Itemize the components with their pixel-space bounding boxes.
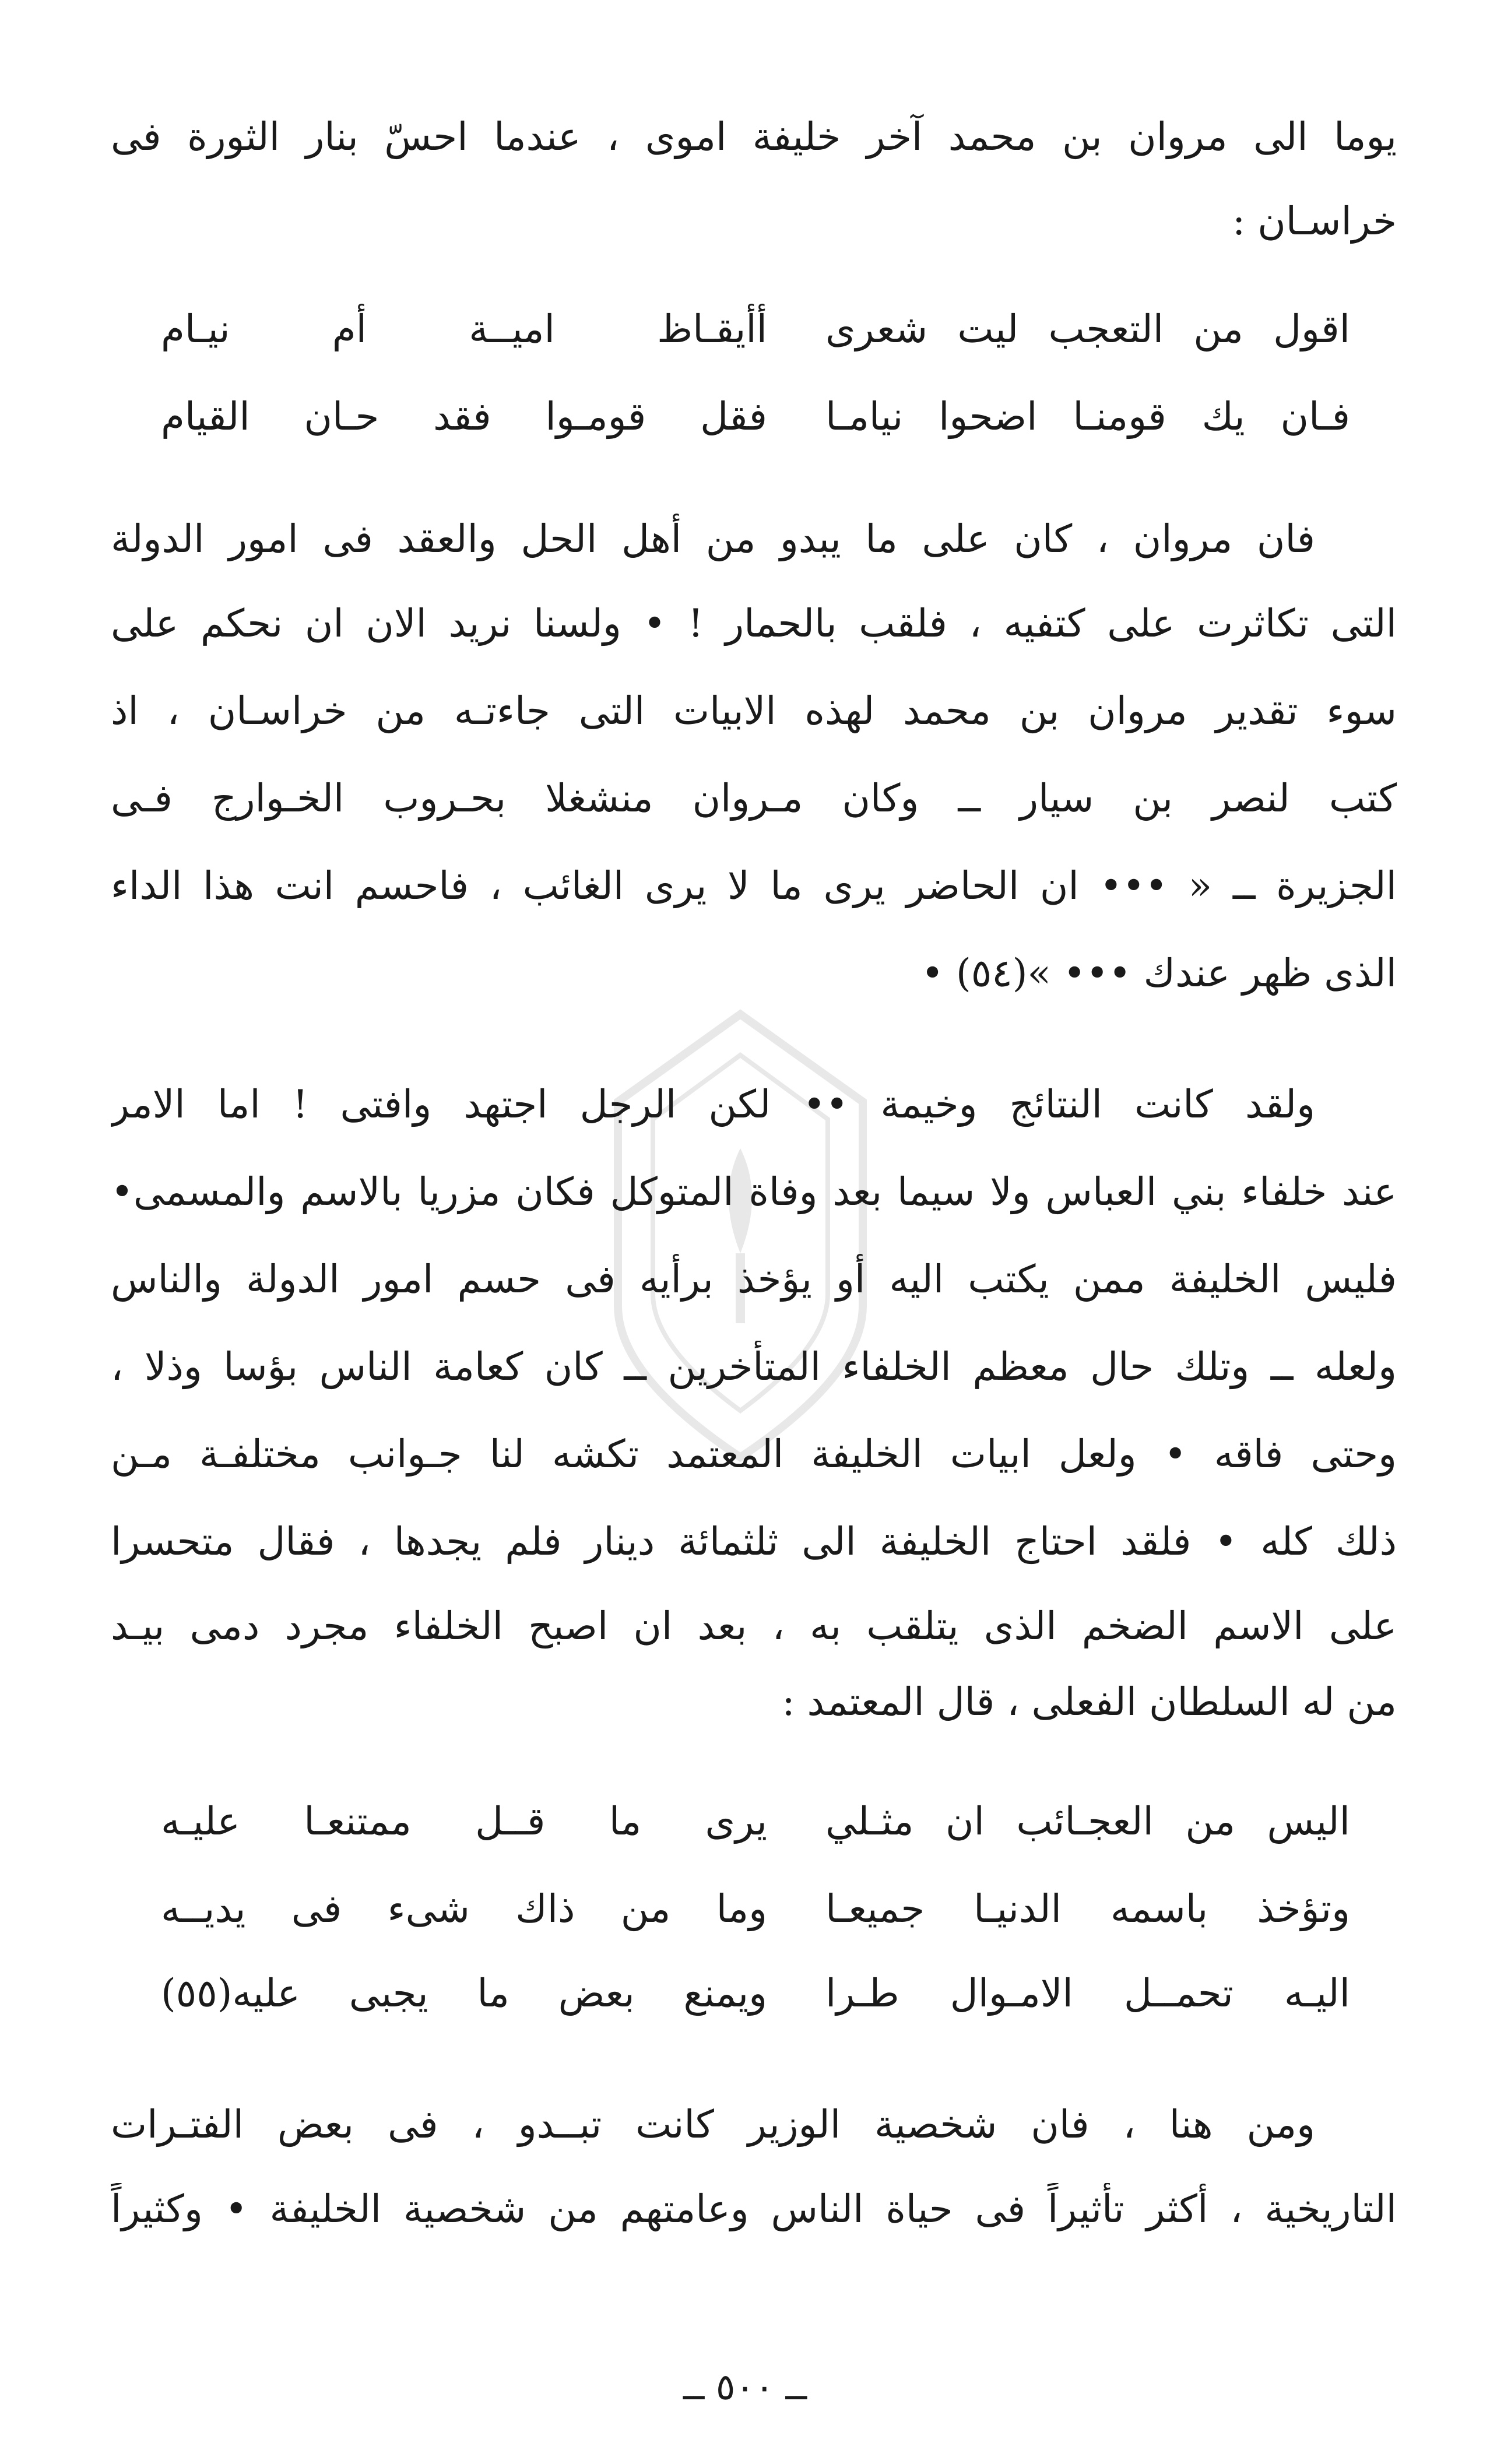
verse-second-hemistich: فقل قومـوا فقد حـان القيام xyxy=(161,394,767,439)
page-number: ــ ٥٠٠ ــ xyxy=(683,2365,807,2408)
paragraph-line: خراسـان : xyxy=(1232,199,1397,244)
paragraph-line: ذلك كله • فلقد احتاج الخليفة الى ثلثمائة دينار فلم يجدها ، فقال متحسرا xyxy=(111,1519,1397,1564)
paragraph-line: التى تكاثرت على كتفيه ، فلقب بالحمار ! • ولسنا نريد الان ان نحكم على xyxy=(111,601,1397,646)
paragraph-line: على الاسم الضخم الذى يتلقب به ، بعد ان اصبح الخلفاء مجرد دمى بيـد xyxy=(111,1604,1397,1648)
library-watermark-icon xyxy=(589,1003,892,1481)
paragraph-line: عند خلفاء بني العباس ولا سيما بعد وفاة المتوكل فكان مزريا بالاسم والمسمى• xyxy=(111,1169,1397,1214)
verse-second-hemistich: وما من ذاك شىء فى يديــه xyxy=(161,1886,767,1931)
verse-first-hemistich: فـان يك قومنـا اضحوا نيامـا xyxy=(825,394,1350,439)
paragraph-line: التاريخية ، أكثر تأثيراً فى حياة الناس وعامتهم من شخصية الخليفة • وكثيراً xyxy=(111,2187,1397,2231)
verse-second-hemistich: يرى ما قــل ممتنعـا عليـه xyxy=(161,1799,767,1844)
verse-second-hemistich: ويمنع بعض ما يجبى عليه(٥٥) xyxy=(161,1971,767,2016)
verse-first-hemistich: اليـه تحمــل الامـوال طـرا xyxy=(825,1971,1350,2016)
verse-second-hemistich: أأيقـاظ اميــة أم نيـام xyxy=(161,307,767,352)
paragraph-line: كتب لنصر بن سيار ــ وكان مـروان منشغلا بحـروب الخـوارج فـى xyxy=(111,776,1397,821)
verse-first-hemistich: اليس من العجـائب ان مثـلي xyxy=(825,1799,1350,1844)
paragraph-line: من له السلطان الفعلى ، قال المعتمد : xyxy=(782,1679,1397,1724)
paragraph-line: الجزيرة ــ « ••• ان الحاضر يرى ما لا يرى الغائب ، فاحسم انت هذا الداء xyxy=(111,863,1397,908)
verse-first-hemistich: وتؤخذ باسمه الدنيـا جميعـا xyxy=(825,1886,1350,1931)
paragraph-line: الذى ظهر عندك ••• »(٥٤) • xyxy=(921,951,1397,996)
paragraph-line: سوء تقدير مروان بن محمد لهذه الابيات التى جاءتـه من خراسـان ، اذ xyxy=(111,688,1397,733)
paragraph-line: وحتى فاقه • ولعل ابيات الخليفة المعتمد تكشه لنا جـوانب مختلفـة مـن xyxy=(111,1432,1397,1477)
verse-first-hemistich: اقول من التعجب ليت شعرى xyxy=(825,307,1350,352)
paragraph-line: فان مروان ، كان على ما يبدو من أهل الحل والعقد فى امور الدولة xyxy=(111,516,1315,561)
paragraph-line: يوما الى مروان بن محمد آخر خليفة اموى ، عندما احسّ بنار الثورة فى xyxy=(111,114,1397,159)
paragraph-line: فليس الخليفة ممن يكتب اليه أو يؤخذ برأيه فى حسم امور الدولة والناس xyxy=(111,1257,1397,1302)
paragraph-line: ولعله ــ وتلك حال معظم الخلفاء المتأخرين ــ كان كعامة الناس بؤسا وذلا ، xyxy=(111,1344,1397,1389)
paragraph-line: ولقد كانت النتائج وخيمة •• لكن الرجل اجتهد وافتى ! اما الامر xyxy=(111,1082,1315,1127)
paragraph-line: ومن هنا ، فان شخصية الوزير كانت تبــدو ، فى بعض الفتـرات xyxy=(111,2102,1315,2147)
